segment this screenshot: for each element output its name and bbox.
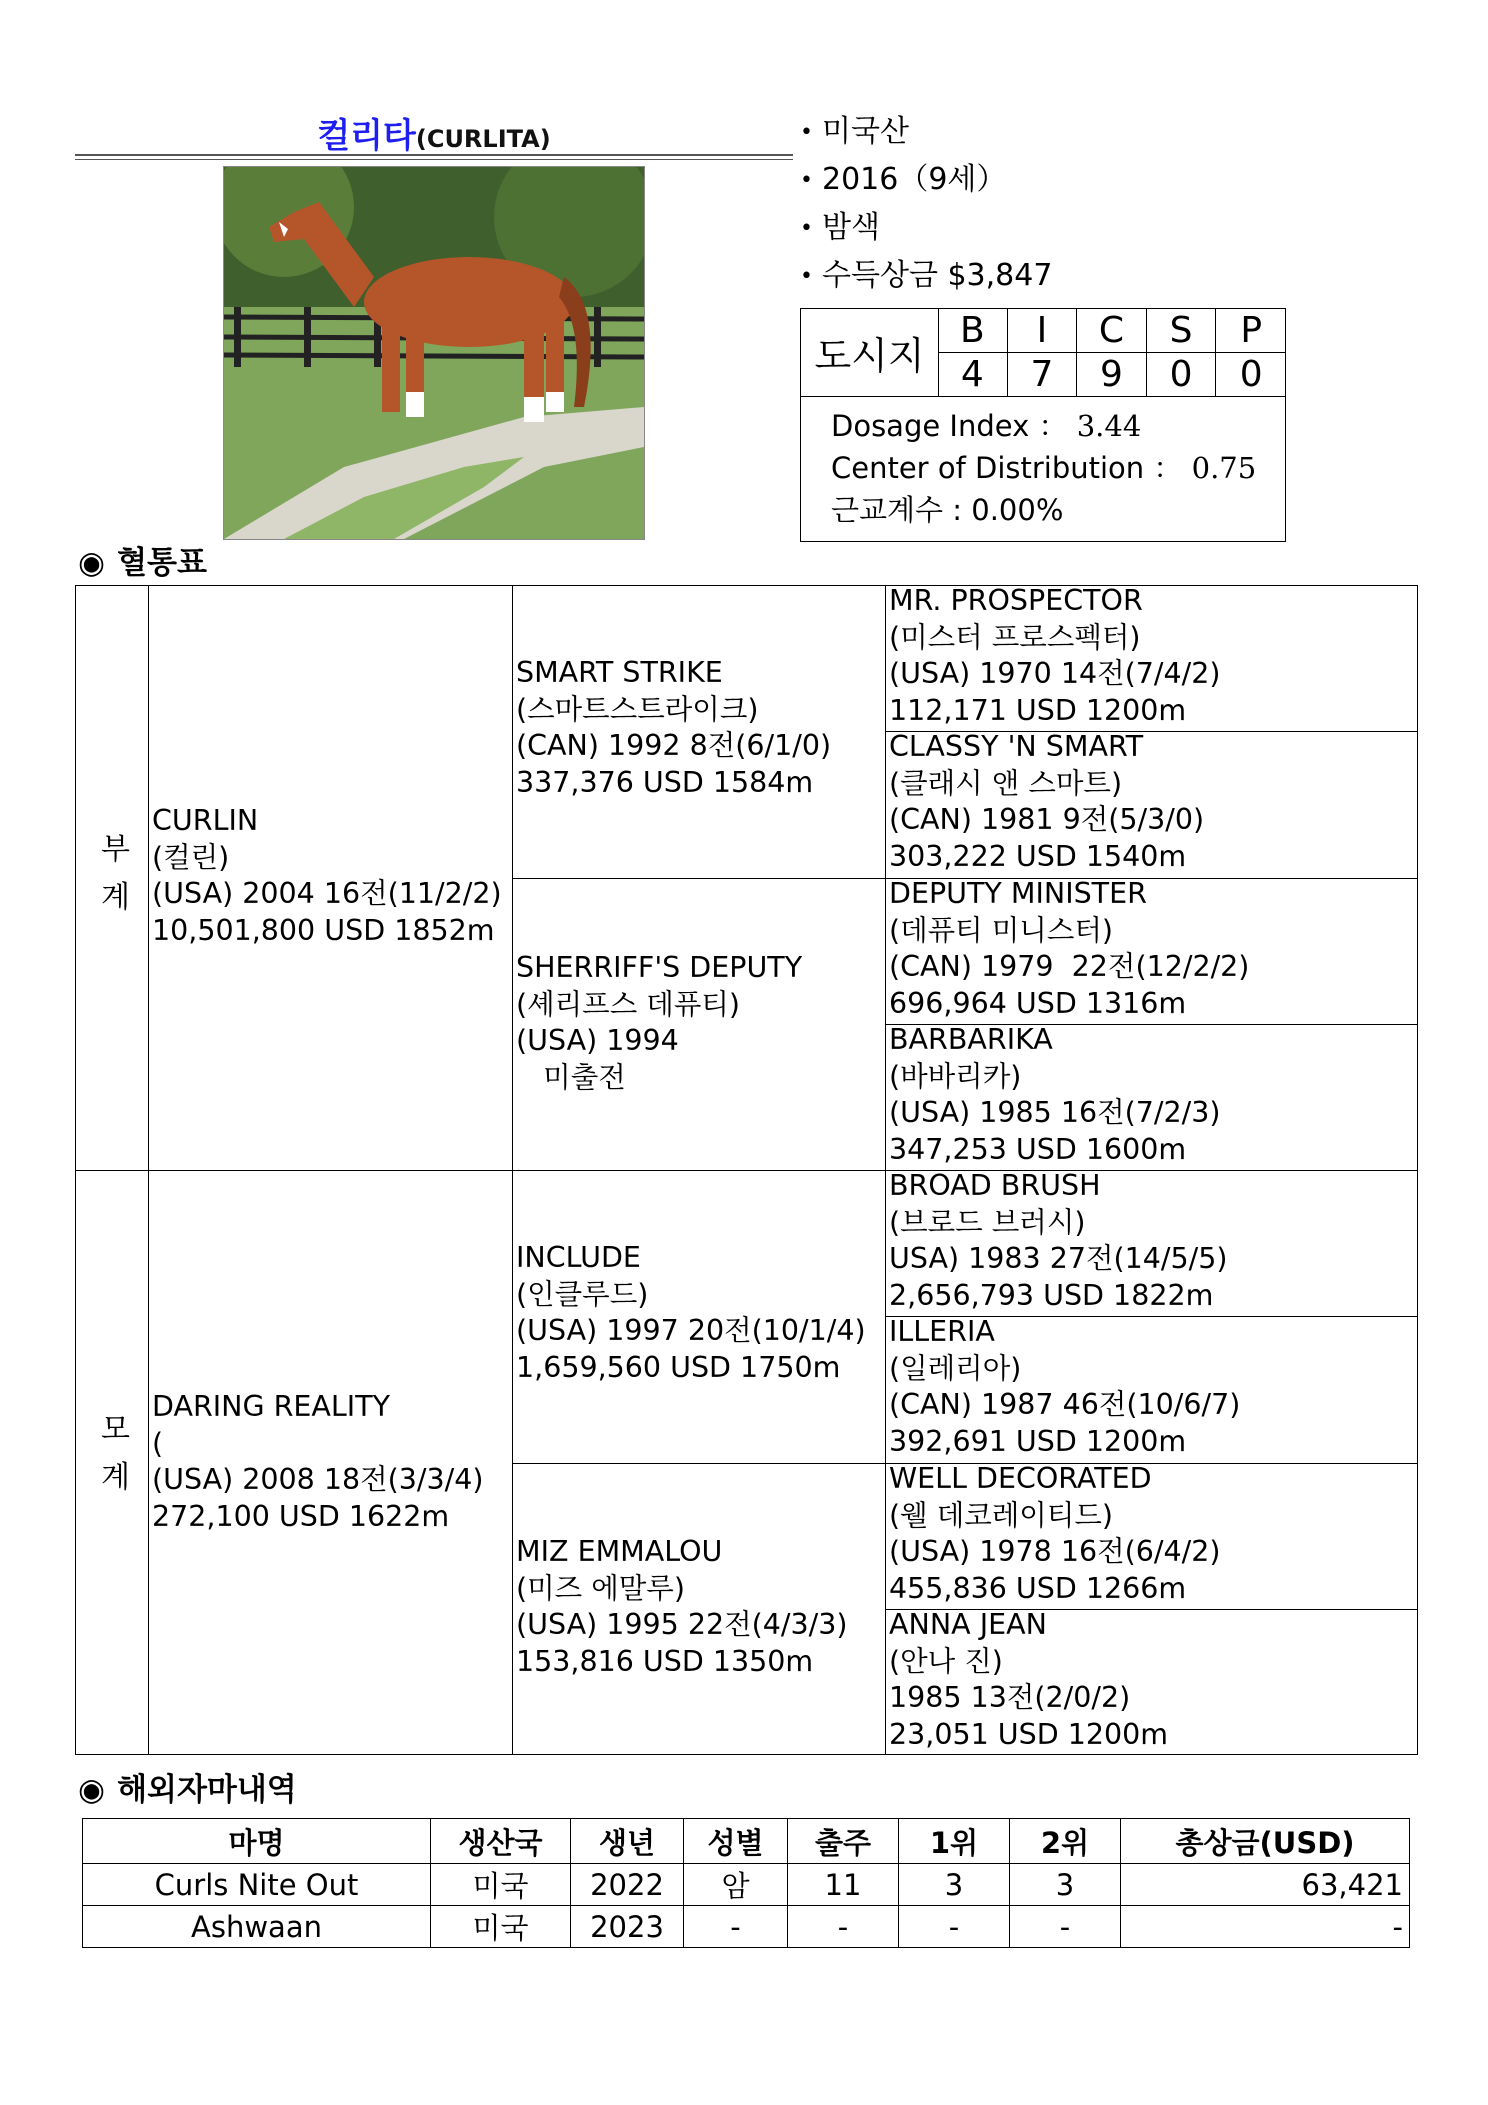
table-cell: Ashwaan	[83, 1906, 431, 1948]
dosage-label: 도시지	[801, 309, 939, 397]
title-underline-thin	[75, 159, 793, 160]
overseas-section-title: ◉ 해외자마내역	[78, 1772, 297, 1808]
great-grandparent-cell: ILLERIA (일레리아) (CAN) 1987 46전(10/6/7) 392,691 USD 1200m	[885, 1316, 1418, 1464]
table-cell: 2022	[571, 1864, 684, 1906]
dosage-index: Dosage Index ： 3.44	[831, 409, 1142, 443]
column-header: 성별	[684, 1819, 788, 1864]
table-cell: -	[788, 1906, 899, 1948]
pedigree-table	[75, 585, 1418, 1755]
table-row	[83, 1906, 1410, 1948]
table-cell: -	[684, 1906, 788, 1948]
table-cell: -	[1010, 1906, 1121, 1948]
dosage-value: 4	[938, 353, 1008, 397]
dam-cell: DARING REALITY ( (USA) 2008 18전(3/3/4) 272,100 USD 1622m	[148, 1170, 513, 1755]
table-cell: 미국	[431, 1906, 571, 1948]
table-row	[83, 1864, 1410, 1906]
grandparent-cell: SHERRIFF'S DEPUTY (셰리프스 데퓨티) (USA) 1994 미출전	[512, 878, 886, 1171]
dosage-value: 9	[1077, 353, 1147, 397]
dosage-value: 7	[1008, 353, 1078, 397]
column-header: 출주	[788, 1819, 899, 1864]
table-cell: 미국	[431, 1864, 571, 1906]
table-cell: 암	[684, 1864, 788, 1906]
sire-cell: CURLIN (컬린) (USA) 2004 16전(11/2/2) 10,501,800 USD 1852m	[148, 585, 513, 1171]
dosage-value: 0	[1216, 353, 1286, 397]
info-earnings: • 수득상금 $3,847	[800, 258, 1053, 293]
column-header: 마명	[83, 1819, 431, 1864]
title-underline	[75, 154, 793, 156]
grandparent-cell: MIZ EMMALOU (미즈 에말루) (USA) 1995 22전(4/3/3) 153,816 USD 1350m	[512, 1463, 886, 1755]
column-header: 생년	[571, 1819, 684, 1864]
grandparent-cell: INCLUDE (인클루드) (USA) 1997 20전(10/1/4) 1,659,560 USD 1750m	[512, 1170, 886, 1464]
dosage-letters-row	[938, 309, 1286, 353]
great-grandparent-cell: ANNA JEAN (안나 진) 1985 13전(2/0/2) 23,051 USD 1200m	[885, 1609, 1418, 1755]
table-cell: -	[1121, 1906, 1410, 1948]
inbreeding-coefficient: 근교계수 : 0.00%	[831, 493, 1064, 527]
dosage-letter: S	[1147, 309, 1217, 353]
horse-name-en: (CURLITA)	[415, 125, 551, 153]
bullet-circle-icon: ◉	[78, 1772, 106, 1808]
table-header-row	[83, 1819, 1410, 1864]
great-grandparent-cell: WELL DECORATED (웰 데코레이티드) (USA) 1978 16전(6/4/2) 455,836 USD 1266m	[885, 1463, 1418, 1610]
great-grandparent-cell: DEPUTY MINISTER (데퓨티 미니스터) (CAN) 1979 22전(12/2/2) 696,964 USD 1316m	[885, 878, 1418, 1025]
info-origin: • 미국산	[800, 114, 909, 149]
horse-photo	[223, 166, 645, 540]
table-cell: 63,421	[1121, 1864, 1410, 1906]
table-cell: Curls Nite Out	[83, 1864, 431, 1906]
table-cell: 3	[899, 1864, 1010, 1906]
sire-side-label: 부계	[101, 832, 130, 915]
dam-side-label: 모계	[101, 1412, 130, 1495]
great-grandparent-cell: MR. PROSPECTOR (미스터 프로스펙터) (USA) 1970 14전(7/4/2) 112,171 USD 1200m	[885, 585, 1418, 732]
info-birth-year: • 2016（9세）	[800, 162, 1007, 197]
grandparent-cell: SMART STRIKE (스마트스트라이크) (CAN) 1992 8전(6/1/0) 337,376 USD 1584m	[512, 585, 886, 879]
table-cell: 11	[788, 1864, 899, 1906]
great-grandparent-cell: BARBARIKA (바바리카) (USA) 1985 16전(7/2/3) 347,253 USD 1600m	[885, 1024, 1418, 1171]
dosage-box	[800, 308, 1286, 542]
table-cell: -	[899, 1906, 1010, 1948]
bullet-circle-icon: ◉	[78, 545, 106, 581]
column-header: 2위	[1010, 1819, 1121, 1864]
column-header: 1위	[899, 1819, 1010, 1864]
great-grandparent-cell: BROAD BRUSH (브로드 브러시) USA) 1983 27전(14/5/5) 2,656,793 USD 1822m	[885, 1170, 1418, 1317]
info-color: • 밤색	[800, 210, 880, 245]
dosage-letter: P	[1216, 309, 1286, 353]
dam-side-cell	[75, 1170, 149, 1755]
dosage-letter: I	[1008, 309, 1078, 353]
column-header: 총상금(USD)	[1121, 1819, 1410, 1864]
table-cell: 3	[1010, 1864, 1121, 1906]
dosage-value: 0	[1147, 353, 1217, 397]
dosage-letter: C	[1077, 309, 1147, 353]
table-cell: 2023	[571, 1906, 684, 1948]
sire-side-cell	[75, 585, 149, 1171]
great-grandparent-cell: CLASSY 'N SMART (클래시 앤 스마트) (CAN) 1981 9전(5/3/0) 303,222 USD 1540m	[885, 731, 1418, 879]
center-of-distribution: Center of Distribution ： 0.75	[831, 451, 1257, 485]
dosage-letter: B	[938, 309, 1008, 353]
pedigree-section-title: ◉ 혈통표	[78, 545, 207, 581]
horse-name-ko: 컬리타	[317, 116, 416, 156]
overseas-progeny-table	[82, 1818, 1410, 1948]
dosage-values-row	[938, 353, 1286, 397]
horse-title	[75, 108, 793, 154]
column-header: 생산국	[431, 1819, 571, 1864]
